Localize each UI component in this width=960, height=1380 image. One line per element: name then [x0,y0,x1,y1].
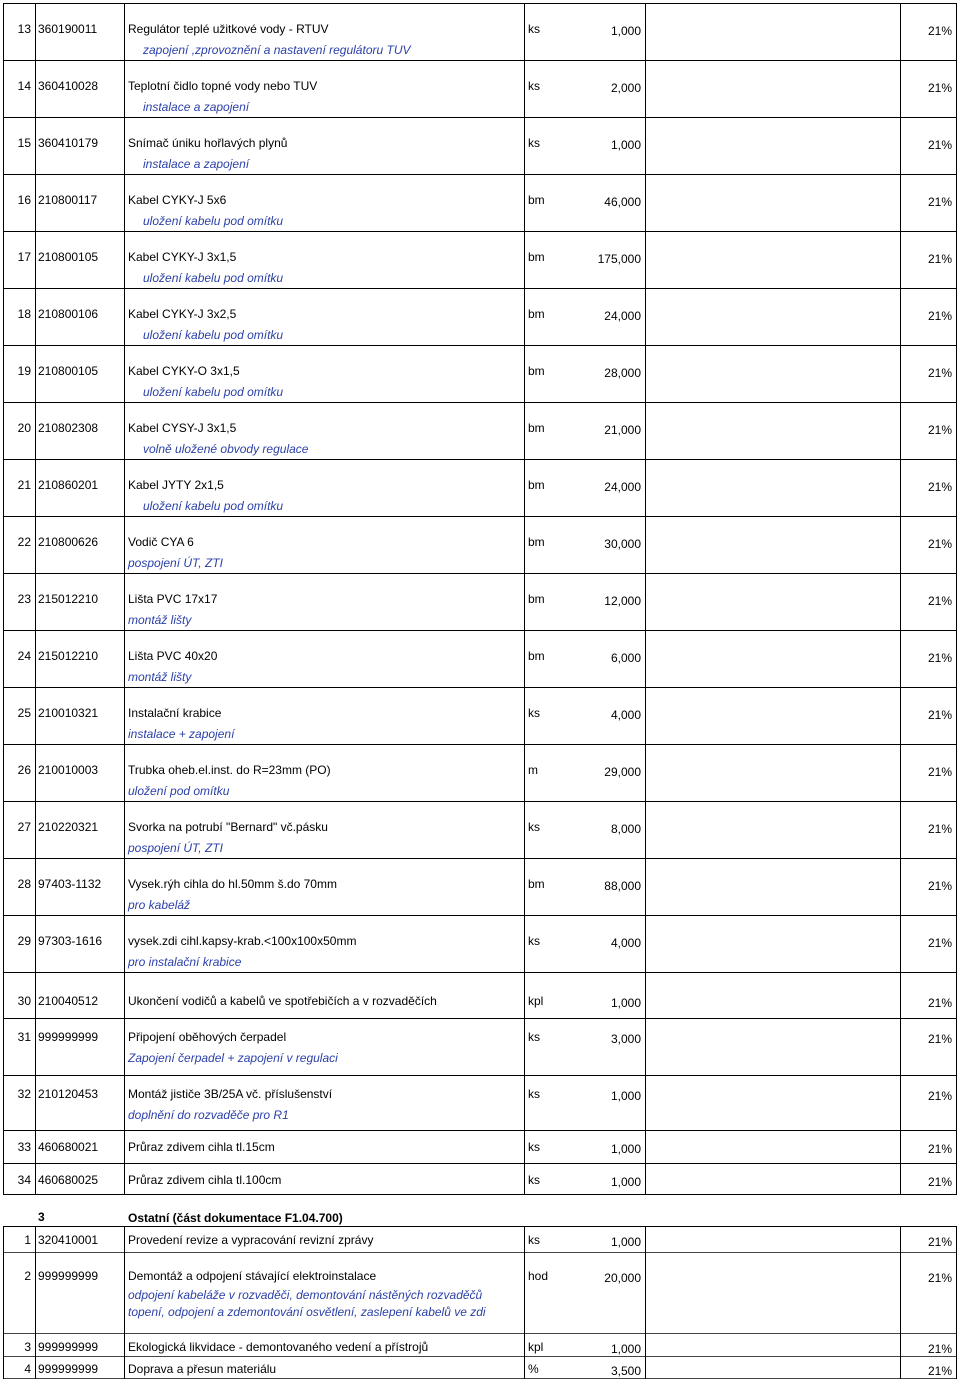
item-code: 999999999 [38,1362,99,1376]
item-quantity: 3,000 [610,1032,641,1046]
item-code: 360410179 [38,136,99,150]
item-description: Instalační krabice [128,706,222,720]
row-divider [3,117,957,118]
row-divider [3,60,957,61]
item-vat-rate: 21% [927,1089,952,1103]
item-unit: bm [528,649,545,663]
item-unit: bm [528,592,545,606]
item-quantity: 29,000 [604,765,641,779]
item-vat-rate: 21% [927,936,952,950]
item-description: Kabel CYKY-J 3x2,5 [128,307,237,321]
item-code: 97303-1616 [38,934,103,948]
row-divider [3,801,957,802]
item-unit: bm [528,364,545,378]
row-divider [3,516,957,517]
item-quantity: 3,500 [610,1364,641,1378]
item-code: 999999999 [38,1269,99,1283]
item-description: Kabel JYTY 2x1,5 [128,478,224,492]
item-number: 26 [17,763,31,777]
item-vat-rate: 21% [927,1235,952,1249]
item-code: 210010003 [38,763,99,777]
row-divider [3,1163,957,1164]
item-number: 16 [17,193,31,207]
column-divider [956,3,957,1195]
row-divider [3,231,957,232]
item-vat-rate: 21% [927,366,952,380]
item-note: uložení kabelu pod omítku [143,499,284,513]
item-unit: ks [528,820,540,834]
item-vat-rate: 21% [927,1032,952,1046]
item-quantity: 21,000 [604,423,641,437]
item-note: uložení pod omítku [128,784,230,798]
column-divider [124,1226,125,1379]
row-divider [3,1130,957,1131]
item-number: 14 [17,79,31,93]
item-number: 1 [24,1233,31,1247]
item-quantity: 1,000 [610,24,641,38]
column-divider [645,1226,646,1379]
row-divider [3,1194,957,1195]
item-note: instalace + zapojení [128,727,235,741]
item-code: 210220321 [38,820,99,834]
item-unit: kpl [528,1340,544,1354]
column-divider [956,1226,957,1379]
item-vat-rate: 21% [927,480,952,494]
item-vat-rate: 21% [927,309,952,323]
item-unit: bm [528,421,545,435]
item-code: 460680025 [38,1173,99,1187]
item-code: 97403-1132 [38,877,102,891]
column-divider [35,1226,36,1379]
row-divider [3,744,957,745]
row-divider [3,402,957,403]
row-divider [3,1378,957,1379]
item-unit: ks [528,1233,540,1247]
item-description: Ukončení vodičů a kabelů ve spotřebičích a v rozvaděčích [128,994,437,1008]
item-note: uložení kabelu pod omítku [143,385,284,399]
item-description: Provedení revize a vypracování revizní zprávy [128,1233,374,1247]
row-divider [3,972,957,973]
item-vat-rate: 21% [927,138,952,152]
row-divider [3,687,957,688]
item-quantity: 1,000 [610,1235,641,1249]
item-code: 210800105 [38,364,99,378]
item-number: 2 [24,1269,31,1283]
item-code: 360190011 [38,22,98,36]
item-quantity: 4,000 [610,708,641,722]
item-number: 21 [17,478,31,492]
item-number: 3 [24,1340,31,1354]
item-description: Vodič CYA 6 [128,535,194,549]
item-number: 28 [17,877,31,891]
item-code: 460680021 [38,1140,99,1154]
item-quantity: 6,000 [610,651,641,665]
item-description: Teplotní čidlo topné vody nebo TUV [128,79,318,93]
column-divider [645,3,646,1195]
item-code: 210800117 [38,193,98,207]
item-code: 210800106 [38,307,99,321]
item-unit: ks [528,1030,540,1044]
section-number: 3 [38,1210,45,1224]
item-note: Zapojení čerpadel + zapojení v regulaci [128,1051,338,1065]
item-number: 30 [17,994,31,1008]
item-note: montáž lišty [128,670,192,684]
row-divider [3,174,957,175]
item-code: 999999999 [38,1340,99,1354]
item-code: 215012210 [38,649,99,663]
item-code: 210800105 [38,250,99,264]
item-vat-rate: 21% [927,195,952,209]
item-number: 19 [17,364,31,378]
item-number: 29 [17,934,31,948]
item-note: topení, odpojení a zdemontování osvětlení, zaslepení kabelů ve zdi [128,1305,486,1319]
item-number: 34 [17,1173,31,1187]
item-description: Průraz zdivem cihla tl.15cm [128,1140,275,1154]
row-divider [3,573,957,574]
item-description: Kabel CYSY-J 3x1,5 [128,421,237,435]
item-unit: bm [528,478,545,492]
item-vat-rate: 21% [927,24,952,38]
row-divider [3,1252,957,1253]
item-number: 33 [17,1140,31,1154]
item-quantity: 24,000 [604,480,641,494]
item-code: 215012210 [38,592,99,606]
item-number: 32 [17,1087,31,1101]
item-code: 210860201 [38,478,99,492]
item-vat-rate: 21% [927,1142,952,1156]
item-vat-rate: 21% [927,1364,952,1378]
row-divider [3,630,957,631]
item-vat-rate: 21% [927,1342,952,1356]
item-vat-rate: 21% [927,996,952,1010]
item-vat-rate: 21% [927,594,952,608]
item-vat-rate: 21% [927,252,952,266]
item-quantity: 20,000 [604,1271,641,1285]
row-divider [3,858,957,859]
item-quantity: 1,000 [610,1142,641,1156]
item-unit: % [528,1362,539,1376]
item-quantity: 1,000 [610,1342,641,1356]
item-description: Snímač úniku hořlavých plynů [128,136,288,150]
item-note: odpojení kabeláže v rozvaděči, demontování nástěných rozvaděčů [128,1288,483,1302]
item-vat-rate: 21% [927,651,952,665]
column-divider [3,3,4,1195]
row-divider [3,288,957,289]
item-quantity: 30,000 [604,537,641,551]
item-note: doplnění do rozvaděče pro R1 [128,1108,289,1122]
item-vat-rate: 21% [927,537,952,551]
item-unit: bm [528,250,545,264]
item-number: 24 [17,649,31,663]
item-vat-rate: 21% [927,1175,952,1189]
item-quantity: 175,000 [597,252,641,266]
item-description: Vysek.rýh cihla do hl.50mm š.do 70mm [128,877,337,891]
item-number: 23 [17,592,31,606]
item-quantity: 8,000 [610,822,641,836]
item-code: 210802308 [38,421,99,435]
item-description: Montáž jističe 3B/25A vč. příslušenství [128,1087,333,1101]
column-divider [124,3,125,1195]
item-note: instalace a zapojení [143,100,250,114]
item-unit: ks [528,22,540,36]
item-quantity: 12,000 [604,594,641,608]
item-note: pospojení ÚT, ZTI [128,841,223,855]
item-description: Lišta PVC 17x17 [128,592,218,606]
item-quantity: 1,000 [610,1089,641,1103]
item-quantity: 88,000 [604,879,641,893]
item-number: 4 [24,1362,31,1376]
item-code: 210120453 [38,1087,99,1101]
item-vat-rate: 21% [927,708,952,722]
item-code: 360410028 [38,79,99,93]
item-unit: ks [528,1173,540,1187]
item-quantity: 24,000 [604,309,641,323]
item-unit: ks [528,1087,540,1101]
item-note: pospojení ÚT, ZTI [128,556,223,570]
item-unit: ks [528,79,540,93]
item-quantity: 4,000 [610,936,641,950]
item-note: instalace a zapojení [143,157,250,171]
item-note: uložení kabelu pod omítku [143,271,284,285]
column-divider [524,3,525,1195]
item-unit: ks [528,934,540,948]
item-vat-rate: 21% [927,81,952,95]
row-divider [3,1356,957,1357]
section-title: Ostatní (část dokumentace F1.04.700) [128,1211,343,1225]
row-divider [3,3,957,4]
column-divider [3,1226,4,1379]
item-description: Průraz zdivem cihla tl.100cm [128,1173,282,1187]
item-code: 210010321 [38,706,99,720]
item-note: uložení kabelu pod omítku [143,328,284,342]
item-quantity: 2,000 [610,81,641,95]
row-divider [3,1333,957,1334]
item-quantity: 28,000 [604,366,641,380]
item-unit: bm [528,535,545,549]
item-note: montáž lišty [128,613,192,627]
row-divider [3,1226,957,1227]
item-quantity: 1,000 [610,138,641,152]
item-unit: bm [528,193,545,207]
item-number: 15 [17,136,31,150]
item-number: 20 [17,421,31,435]
row-divider [3,459,957,460]
item-description: Kabel CYKY-J 5x6 [128,193,227,207]
item-number: 22 [17,535,31,549]
item-description: vysek.zdi cihl.kapsy-krab.<100x100x50mm [128,934,357,948]
item-description: Kabel CYKY-O 3x1,5 [128,364,240,378]
item-unit: m [528,763,538,777]
item-code: 999999999 [38,1030,99,1044]
row-divider [3,345,957,346]
item-quantity: 1,000 [610,996,641,1010]
item-note: uložení kabelu pod omítku [143,214,284,228]
item-description: Svorka na potrubí "Bernard" vč.pásku [128,820,328,834]
item-description: Ekologická likvidace - demontovaného vedení a přístrojů [128,1340,429,1354]
item-code: 210800626 [38,535,99,549]
item-unit: ks [528,136,540,150]
item-quantity: 46,000 [604,195,641,209]
item-description: Připojení oběhových čerpadel [128,1030,287,1044]
item-vat-rate: 21% [927,1271,952,1285]
item-unit: kpl [528,994,544,1008]
item-description: Regulátor teplé užitkové vody - RTUV [128,22,329,36]
item-unit: bm [528,877,545,891]
row-divider [3,1018,957,1019]
item-description: Doprava a přesun materiálu [128,1362,277,1376]
column-divider [524,1226,525,1379]
item-number: 18 [17,307,31,321]
item-vat-rate: 21% [927,879,952,893]
item-number: 27 [17,820,31,834]
item-number: 13 [17,22,31,36]
item-number: 17 [17,250,31,264]
item-note: pro kabeláž [128,898,191,912]
column-divider [35,3,36,1195]
item-description: Kabel CYKY-J 3x1,5 [128,250,237,264]
item-number: 25 [17,706,31,720]
item-unit: hod [528,1269,549,1283]
item-vat-rate: 21% [927,423,952,437]
item-number: 31 [17,1030,31,1044]
item-unit: ks [528,1140,540,1154]
item-quantity: 1,000 [610,1175,641,1189]
item-vat-rate: 21% [927,765,952,779]
item-description: Trubka oheb.el.inst. do R=23mm (PO) [128,763,331,777]
item-vat-rate: 21% [927,822,952,836]
item-description: Lišta PVC 40x20 [128,649,218,663]
item-unit: bm [528,307,545,321]
item-note: pro instalační krabice [128,955,242,969]
item-code: 210040512 [38,994,99,1008]
item-unit: ks [528,706,540,720]
item-note: volně uložené obvody regulace [143,442,309,456]
item-code: 320410001 [38,1233,99,1247]
row-divider [3,915,957,916]
row-divider [3,1075,957,1076]
item-description: Demontáž a odpojení stávající elektroinstalace [128,1269,377,1283]
item-note: zapojení ,zprovoznění a nastavení regulátoru TUV [143,43,411,57]
